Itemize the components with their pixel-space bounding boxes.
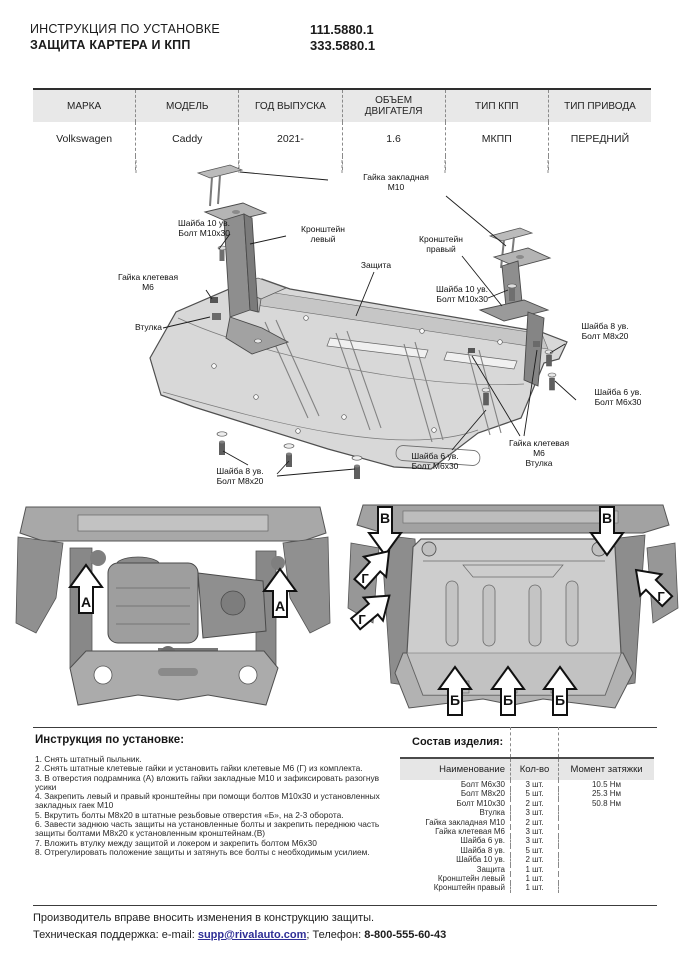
instruction-step: 1. Снять штатный пыльник. — [35, 754, 142, 764]
support-prefix: Техническая поддержка: e-mail: — [33, 929, 198, 941]
parts-row: Кронштейн левый 1 шт. — [400, 874, 654, 883]
instruction-step: 7. Вложить втулку между защитой и локером и закрепить болтом М6х30 — [35, 837, 317, 848]
parts-row: Болт М6х30 3 шт. 10.5 Нм — [400, 780, 654, 789]
label-washer10-bolt-left: Шайба 10 ув. Болт М10х30 — [178, 218, 230, 239]
spec-value-year: 2021- — [239, 122, 342, 156]
svg-text:А: А — [80, 594, 92, 610]
installation-instructions — [35, 734, 393, 857]
spec-header-row — [33, 90, 651, 122]
parts-row: Болт М8х20 5 шт. 25.3 Нм — [400, 789, 654, 798]
label-washer10-bolt-right: Шайба 10 ув. Болт М10х30 — [436, 284, 488, 305]
spec-value-model: Caddy — [136, 122, 239, 156]
label-bracket-right: Кронштейн правый — [419, 234, 463, 255]
parts-title-row — [400, 727, 654, 757]
parts-row: Гайка клетевая М6 3 шт. — [400, 827, 654, 836]
spec-header-marka: МАРКА — [33, 90, 136, 122]
label-clip-nut-center: Гайка клетевая М6 Втулка — [508, 438, 570, 469]
parts-list-table — [400, 727, 654, 893]
instruction-step: 5. Вкрутить болты М8х20 в штатные резьбовые отверстия «Б», на 2-3 оборота. — [35, 809, 344, 820]
instructions-title: Инструкция по установке: — [35, 734, 185, 746]
separator-line-bottom — [33, 905, 657, 906]
clip-nut-right — [468, 348, 475, 353]
label-washer6-bolt-bottom: Шайба 6 ув. Болт М6х30 — [411, 451, 459, 472]
parts-row: Гайка закладная М10 2 шт. — [400, 818, 654, 827]
parts-row: Кронштейн правый 1 шт. — [400, 883, 654, 892]
product-code-1: 111.5880.1 — [310, 22, 374, 37]
underbody-view-after — [343, 503, 683, 717]
spec-header-gearbox: ТИП КПП — [446, 90, 549, 122]
underbody-view-before — [8, 503, 338, 717]
spec-value-marka: Volkswagen — [33, 122, 136, 156]
bushing-right — [533, 341, 540, 347]
doc-title-line2: ЗАЩИТА КАРТЕРА И КПП — [30, 38, 191, 52]
parts-header-row: Наименование Кол-во Момент затяжки — [400, 757, 654, 780]
svg-text:Г: Г — [361, 571, 369, 586]
spec-value-engine: 1.6 — [343, 122, 446, 156]
parts-row: Защита 1 шт. — [400, 865, 654, 874]
spec-header-model: МОДЕЛЬ — [136, 90, 239, 122]
spec-value-drive: ПЕРЕДНИЙ — [570, 133, 630, 145]
support-phone: 8-800-555-60-43 — [364, 929, 447, 941]
svg-text:Г: Г — [657, 589, 665, 604]
parts-row: Болт М10х30 2 шт. 50.8 Нм — [400, 799, 654, 808]
spec-header-year: ГОД ВЫПУСКА — [239, 90, 342, 122]
label-clip-nut-left: Гайка клетевая М6 — [117, 272, 179, 293]
spec-value-gearbox: МКПП — [446, 122, 549, 156]
svg-text:Г: Г — [358, 612, 366, 627]
label-embedded-nut: Гайка закладная М10 — [363, 172, 429, 193]
parts-row: Шайба 8 ув. 5 шт. — [400, 846, 654, 855]
svg-text:А: А — [274, 598, 286, 614]
support-line — [33, 929, 446, 941]
svg-text:В: В — [379, 510, 391, 526]
svg-text:В: В — [601, 510, 613, 526]
support-email-link[interactable]: supp@rivalauto.com — [197, 929, 307, 941]
doc-title-line1: ИНСТРУКЦИЯ ПО УСТАНОВКЕ — [30, 22, 220, 36]
instruction-step: 4. Закрепить левый и правый кронштейны при помощи болтов М10х30 и установленных закладных гаек М10 — [35, 791, 380, 811]
phone-label: Телефон: — [312, 929, 365, 941]
instruction-step: 6. Завести заднюю часть защиты на установленные болты и закрепить переднюю часть защиты болтами М8х20 к установленным кронштейнам.(В) — [35, 819, 380, 839]
label-washer8-bolt-bottom: Шайба 8 ув. Болт М8х20 — [216, 466, 264, 487]
separator-text: ; — [306, 929, 313, 941]
label-washer8-bolt-right: Шайба 8 ув. Болт М8х20 — [581, 321, 629, 342]
label-bushing: Втулка — [134, 322, 162, 332]
parts-row: Шайба 6 ув. 3 шт. — [400, 836, 654, 845]
svg-text:Б: Б — [502, 692, 514, 708]
product-code-2: 333.5880.1 — [310, 38, 376, 53]
label-zashchita: Защита — [360, 260, 392, 270]
spec-header-drive: ТИП ПРИВОДА — [549, 90, 651, 122]
manufacturer-note: Производитель вправе вносить изменения в конструкцию защиты. — [33, 912, 375, 924]
parts-row: Втулка 3 шт. — [400, 808, 654, 817]
label-washer6-bolt-right: Шайба 6 ув. Болт М6х30 — [594, 387, 642, 408]
exploded-view-diagram — [0, 160, 686, 505]
svg-text:Б: Б — [554, 692, 566, 708]
parts-row: Шайба 10 ув. 2 шт. — [400, 855, 654, 864]
svg-text:Б: Б — [449, 692, 461, 708]
vehicle-spec-table — [33, 88, 651, 170]
instruction-step: 2 .Снять штатные клетевые гайки и установить гайки клетевые М6 (Г) из комплекта. — [35, 763, 363, 774]
bushing-left — [212, 313, 221, 320]
label-bracket-left: Кронштейн левый — [301, 224, 345, 245]
instruction-step: 3. В отверстия подрамника (А) вложить гайки закладные М10 и зафиксировать разогнув усики — [35, 772, 380, 792]
embedded-nut-left — [198, 165, 242, 206]
instruction-step: 8. Отрегулировать положение защиты и затянуть все болты с необходимым усилием. — [35, 846, 370, 857]
spec-value-row — [33, 122, 651, 156]
parts-title: Состав изделия: — [412, 736, 504, 748]
spec-header-engine: ОБЪЕМ ДВИГАТЕЛЯ — [343, 90, 446, 122]
